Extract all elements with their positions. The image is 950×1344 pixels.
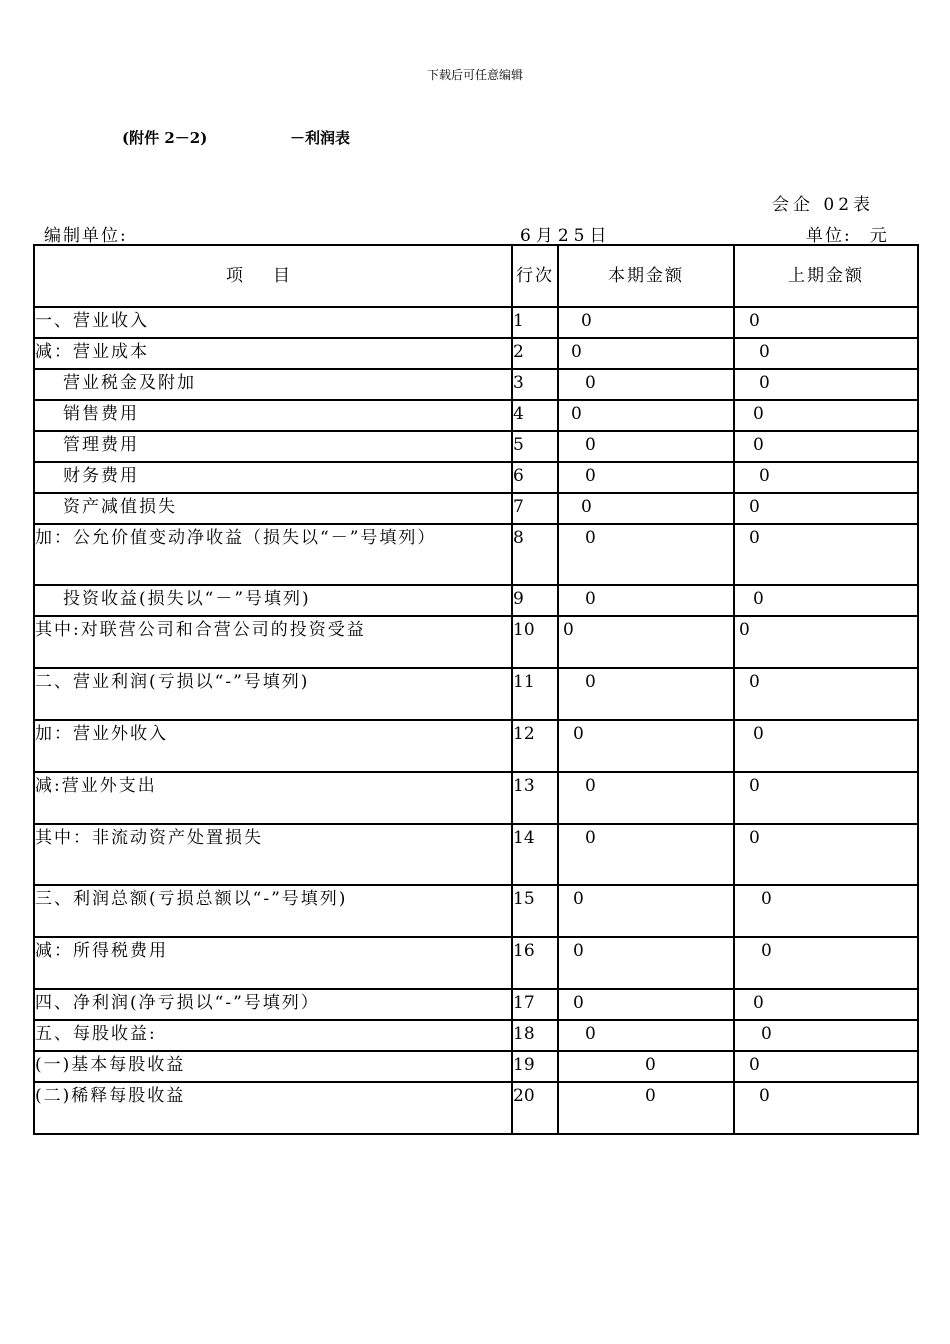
row-previous-amount: 0 (734, 885, 918, 937)
header-item: 项目 (34, 245, 512, 307)
row-line-number: 16 (512, 937, 558, 989)
table-row (34, 493, 918, 524)
row-line-number: 1 (512, 307, 558, 338)
row-previous-amount: 0 (734, 720, 918, 772)
row-current-amount: 0 (558, 937, 734, 989)
row-line-number: 5 (512, 431, 558, 462)
row-previous-amount: 0 (734, 668, 918, 720)
row-line-number: 7 (512, 493, 558, 524)
row-current-amount: 0 (558, 824, 734, 885)
row-current-amount: 0 (558, 772, 734, 824)
row-current-amount: 0 (558, 616, 734, 668)
table-row (34, 668, 918, 720)
row-line-number: 15 (512, 885, 558, 937)
attachment-label: (附件 2－2) (122, 129, 208, 147)
table-row (34, 1082, 918, 1134)
table-row (34, 369, 918, 400)
row-current-amount: 0 (558, 1082, 734, 1134)
row-line-number: 18 (512, 1020, 558, 1051)
header-line-no: 行次 (512, 245, 558, 307)
row-line-number: 3 (512, 369, 558, 400)
row-previous-amount: 0 (734, 493, 918, 524)
row-previous-amount: 0 (734, 400, 918, 431)
row-line-number: 19 (512, 1051, 558, 1082)
header-previous-amount: 上期金额 (734, 245, 918, 307)
table-row (34, 431, 918, 462)
row-previous-amount: 0 (734, 338, 918, 369)
table-row (34, 989, 918, 1020)
row-previous-amount: 0 (734, 937, 918, 989)
row-line-number: 8 (512, 524, 558, 585)
table-row (34, 772, 918, 824)
row-previous-amount: 0 (734, 1051, 918, 1082)
row-previous-amount: 0 (734, 824, 918, 885)
row-item-label: 减:营业外支出 (34, 772, 512, 824)
row-previous-amount: 0 (734, 616, 918, 668)
row-previous-amount: 0 (734, 431, 918, 462)
table-row (34, 338, 918, 369)
download-note: 下载后可任意编辑 (426, 68, 523, 82)
row-item-label: (一)基本每股收益 (34, 1051, 512, 1082)
row-current-amount: 0 (558, 307, 734, 338)
row-item-label: 销售费用 (34, 400, 512, 431)
row-item-label: 投资收益(损失以“－”号填列) (34, 585, 512, 616)
row-item-label: 财务费用 (34, 462, 512, 493)
row-item-label: 一、营业收入 (34, 307, 512, 338)
row-previous-amount: 0 (734, 369, 918, 400)
table-row (34, 1020, 918, 1051)
row-current-amount: 0 (558, 462, 734, 493)
row-line-number: 6 (512, 462, 558, 493)
row-current-amount: 0 (558, 400, 734, 431)
row-item-label: 加：公允价值变动净收益（损失以“－”号填列） (34, 524, 512, 585)
form-code: 会企 02表 (772, 195, 875, 215)
row-current-amount: 0 (558, 668, 734, 720)
row-line-number: 11 (512, 668, 558, 720)
row-previous-amount: 0 (734, 772, 918, 824)
row-line-number: 9 (512, 585, 558, 616)
row-line-number: 4 (512, 400, 558, 431)
unit-label: 编制单位: (44, 226, 128, 246)
row-previous-amount: 0 (734, 989, 918, 1020)
table-row (34, 400, 918, 431)
row-current-amount: 0 (558, 431, 734, 462)
row-current-amount: 0 (558, 1020, 734, 1051)
table-row (34, 824, 918, 885)
header-current-amount: 本期金额 (558, 245, 734, 307)
row-previous-amount: 0 (734, 462, 918, 493)
table-header-row (34, 245, 918, 307)
row-current-amount: 0 (558, 989, 734, 1020)
row-previous-amount: 0 (734, 1082, 918, 1134)
row-current-amount: 0 (558, 369, 734, 400)
page-title: －利润表 (290, 129, 351, 147)
row-item-label: 其中：非流动资产处置损失 (34, 824, 512, 885)
row-item-label: 营业税金及附加 (34, 369, 512, 400)
row-current-amount: 0 (558, 524, 734, 585)
table-row (34, 585, 918, 616)
row-current-amount: 0 (558, 720, 734, 772)
currency-info (806, 221, 889, 246)
row-item-label: 三、利润总额(亏损总额以“-”号填列) (34, 885, 512, 937)
row-item-label: 五、每股收益: (34, 1020, 512, 1051)
table-row (34, 937, 918, 989)
row-item-label: 其中:对联营公司和合营公司的投资受益 (34, 616, 512, 668)
table-row (34, 524, 918, 585)
table-row (34, 307, 918, 338)
row-line-number: 10 (512, 616, 558, 668)
table-row (34, 1051, 918, 1082)
row-line-number: 12 (512, 720, 558, 772)
row-line-number: 14 (512, 824, 558, 885)
row-item-label: 管理费用 (34, 431, 512, 462)
table-row (34, 616, 918, 668)
row-current-amount: 0 (558, 338, 734, 369)
row-item-label: 四、净利润(净亏损以“-”号填列） (34, 989, 512, 1020)
row-item-label: (二)稀释每股收益 (34, 1082, 512, 1134)
row-previous-amount: 0 (734, 524, 918, 585)
row-line-number: 17 (512, 989, 558, 1020)
row-current-amount: 0 (558, 885, 734, 937)
row-item-label: 减：营业成本 (34, 338, 512, 369)
table-row (34, 462, 918, 493)
row-previous-amount: 0 (734, 1020, 918, 1051)
row-item-label: 减：所得税费用 (34, 937, 512, 989)
table-row (34, 885, 918, 937)
row-current-amount: 0 (558, 585, 734, 616)
row-line-number: 2 (512, 338, 558, 369)
row-previous-amount: 0 (734, 307, 918, 338)
currency-label: 单位: (806, 226, 852, 246)
row-item-label: 资产减值损失 (34, 493, 512, 524)
row-line-number: 13 (512, 772, 558, 824)
row-item-label: 二、营业利润(亏损以“-”号填列) (34, 668, 512, 720)
row-line-number: 20 (512, 1082, 558, 1134)
row-item-label: 加：营业外收入 (34, 720, 512, 772)
report-date: 6月25日 (520, 226, 612, 246)
table-row (34, 720, 918, 772)
row-current-amount: 0 (558, 1051, 734, 1082)
row-current-amount: 0 (558, 493, 734, 524)
currency-value: 元 (869, 226, 889, 246)
row-previous-amount: 0 (734, 585, 918, 616)
income-statement-table (33, 244, 919, 1135)
